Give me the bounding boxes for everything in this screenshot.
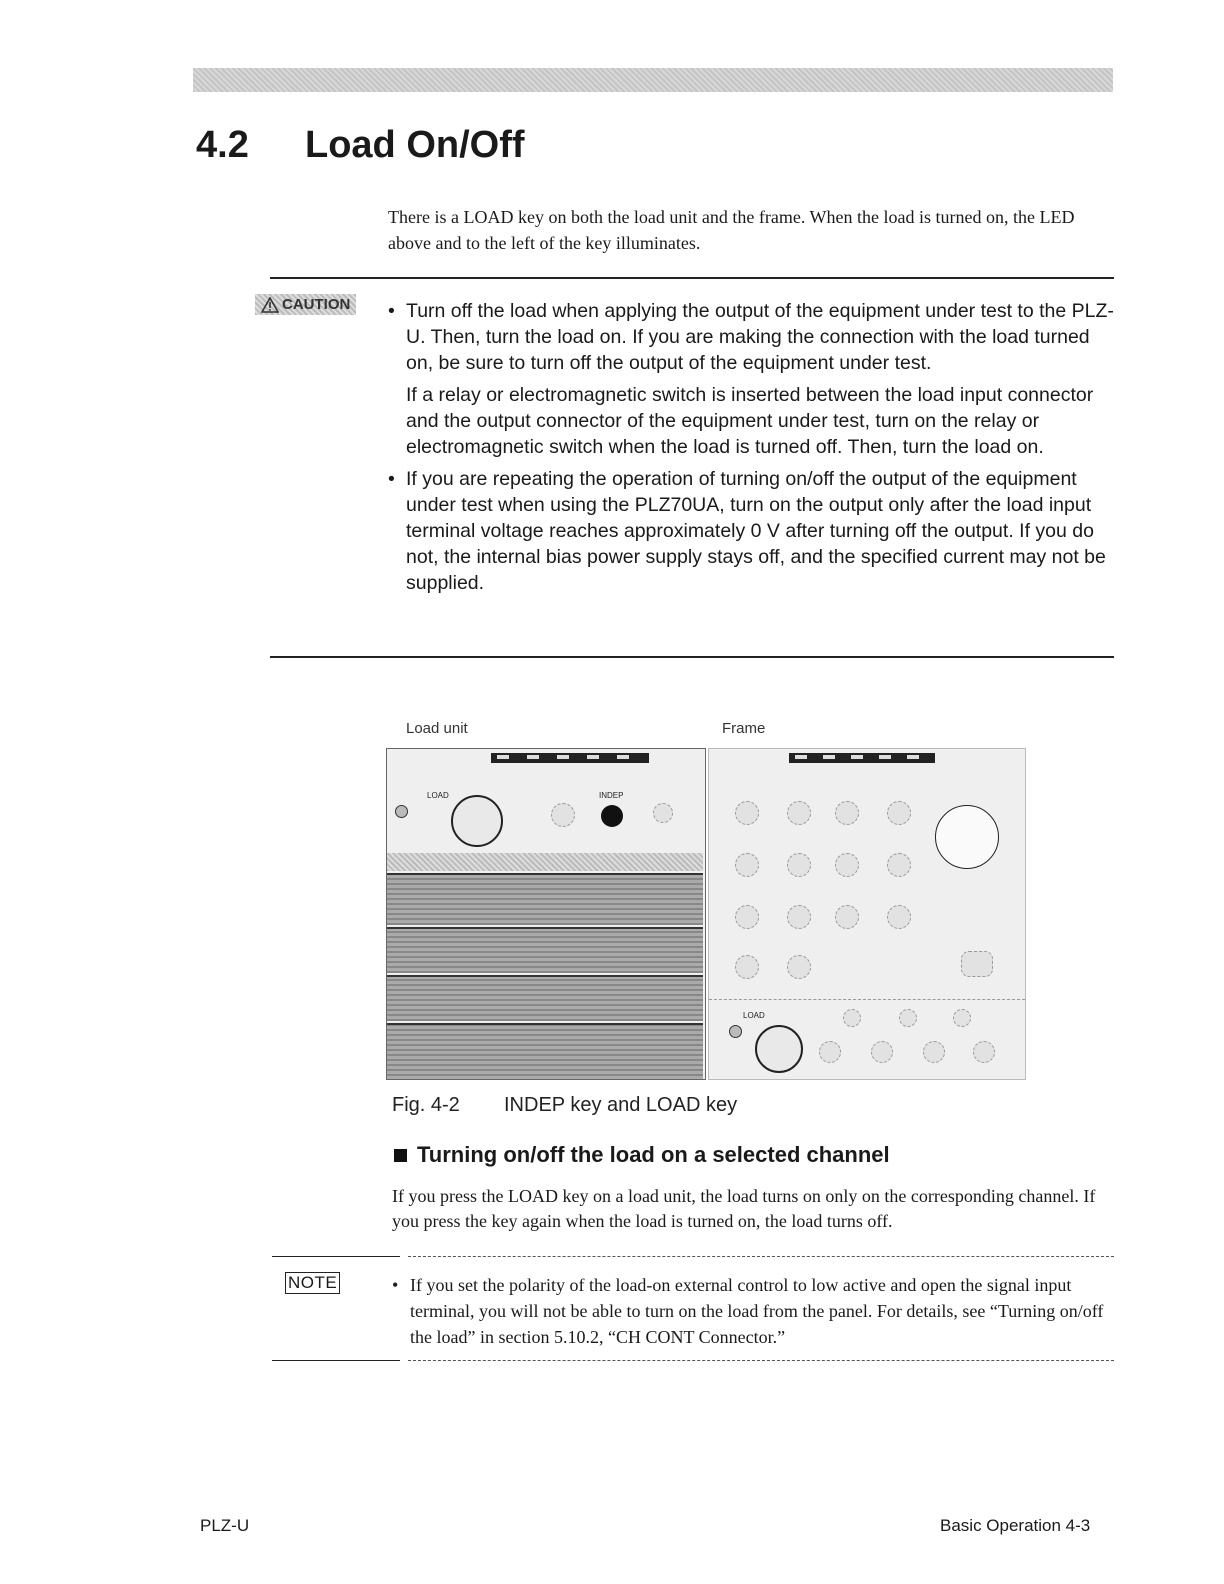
square-bullet-icon bbox=[394, 1149, 407, 1162]
indep-key[interactable] bbox=[601, 805, 623, 827]
note-bottom-rule-dashed bbox=[408, 1360, 1114, 1361]
frame-key[interactable] bbox=[735, 853, 759, 877]
footer-page: Basic Operation 4-3 bbox=[940, 1516, 1091, 1535]
note-label: NOTE bbox=[285, 1272, 340, 1294]
section-title: Load On/Off bbox=[305, 124, 525, 166]
frame-key[interactable] bbox=[735, 905, 759, 929]
frame-key[interactable] bbox=[923, 1041, 945, 1063]
frame-key[interactable] bbox=[787, 955, 811, 979]
intro-paragraph: There is a LOAD key on both the load unit and the frame. When the load is turned on, the LED above and to the left of the key illuminates. bbox=[388, 207, 1075, 253]
frame-key[interactable] bbox=[843, 1009, 861, 1027]
load-unit-panel bbox=[386, 748, 706, 1080]
bullet-dot: • bbox=[388, 300, 395, 322]
note-top-rule-dashed bbox=[408, 1256, 1114, 1257]
frame-load-key-label: LOAD bbox=[743, 1011, 765, 1020]
figure-caption-number: Fig. 4-2 bbox=[392, 1094, 460, 1116]
vent-slot bbox=[387, 975, 703, 1021]
frame-key[interactable] bbox=[735, 801, 759, 825]
note-bottom-rule-solid bbox=[272, 1360, 400, 1361]
load-unit-load-key[interactable] bbox=[451, 795, 503, 847]
caution-top-rule bbox=[270, 277, 1114, 279]
frame-display bbox=[789, 753, 935, 763]
frame-key[interactable] bbox=[787, 905, 811, 929]
load-unit-key[interactable] bbox=[551, 803, 575, 827]
frame-key[interactable] bbox=[887, 801, 911, 825]
frame-key[interactable] bbox=[819, 1041, 841, 1063]
load-key-label: LOAD bbox=[427, 791, 449, 800]
section-number: 4.2 bbox=[196, 124, 249, 166]
frame-key[interactable] bbox=[887, 853, 911, 877]
vent-slot bbox=[387, 927, 703, 973]
caution-bottom-rule bbox=[270, 656, 1114, 658]
panel-strip bbox=[387, 853, 703, 871]
figure-caption bbox=[392, 1094, 737, 1117]
frame-key[interactable] bbox=[887, 905, 911, 929]
caution-bullet bbox=[388, 466, 1114, 596]
header-band bbox=[193, 68, 1113, 92]
caution-bullet-1: Turn off the load when applying the output of the equipment under test to the PLZ-U. Then, turn the load on. If you are making the connection with the load turned on, be sure to turn off the output of the equipment under test. bbox=[406, 300, 1114, 374]
frame-load-led bbox=[729, 1025, 742, 1038]
frame-enter-key[interactable] bbox=[961, 951, 993, 977]
frame-key[interactable] bbox=[835, 905, 859, 929]
frame-key[interactable] bbox=[835, 853, 859, 877]
frame-key[interactable] bbox=[787, 853, 811, 877]
caution-bullet-2: If you are repeating the operation of turning on/off the output of the equipment under test when using the PLZ70UA, turn on the output only after the load input terminal voltage reaches approximately 0 V after turning off the output. If you do not, the internal bias power supply stays off, and the specified current may not be supplied. bbox=[406, 468, 1106, 594]
frame-key[interactable] bbox=[899, 1009, 917, 1027]
note-text: If you set the polarity of the load-on external control to low active and open the signal input terminal, you will not be able to turn on the load from the panel. For details, see “Turning on/off the load” in section 5.10.2, “CH CONT Connector.” bbox=[410, 1275, 1104, 1347]
frame-key[interactable] bbox=[835, 801, 859, 825]
frame-load-key[interactable] bbox=[755, 1025, 803, 1073]
load-unit-display bbox=[491, 753, 649, 763]
subsection-body: If you press the LOAD key on a load unit, the load turns on only on the corresponding channel. If you press the key again when the load is turned on, the load turns off. bbox=[392, 1186, 1096, 1231]
subsection-title: Turning on/off the load on a selected channel bbox=[417, 1142, 890, 1167]
frame-panel bbox=[708, 748, 1026, 1080]
frame-key[interactable] bbox=[735, 955, 759, 979]
caution-body bbox=[388, 298, 1114, 596]
bullet-dot: • bbox=[388, 468, 395, 490]
subsection-heading bbox=[394, 1142, 890, 1168]
note-top-rule-solid bbox=[272, 1256, 400, 1257]
vent-slot bbox=[387, 1023, 703, 1080]
caution-label bbox=[255, 294, 356, 315]
footer-product: PLZ-U bbox=[200, 1516, 250, 1535]
note-body bbox=[392, 1272, 1116, 1350]
caution-bullet bbox=[388, 298, 1114, 376]
frame-key[interactable] bbox=[973, 1041, 995, 1063]
load-unit-label: Load unit bbox=[406, 720, 468, 737]
figure-caption-text: INDEP key and LOAD key bbox=[504, 1094, 738, 1116]
frame-key[interactable] bbox=[871, 1041, 893, 1063]
frame-divider bbox=[709, 999, 1025, 1000]
indep-key-label: INDEP bbox=[599, 791, 624, 800]
frame-key[interactable] bbox=[787, 801, 811, 825]
vent-slot bbox=[387, 873, 703, 925]
bullet-dot: • bbox=[392, 1275, 399, 1295]
frame-label: Frame bbox=[722, 720, 766, 737]
caution-label-text: CAUTION bbox=[282, 296, 351, 313]
caution-bullet-1-para-2: If a relay or electromagnetic switch is inserted between the load input connector and the output connector of the equipment under test, turn on the relay or electromagnetic switch when the load is turned off. Then, turn the load on. bbox=[406, 384, 1094, 458]
warning-icon bbox=[261, 297, 279, 313]
frame-key[interactable] bbox=[953, 1009, 971, 1027]
load-led bbox=[395, 805, 408, 818]
jog-dial[interactable] bbox=[935, 805, 999, 869]
load-unit-key[interactable] bbox=[653, 803, 673, 823]
